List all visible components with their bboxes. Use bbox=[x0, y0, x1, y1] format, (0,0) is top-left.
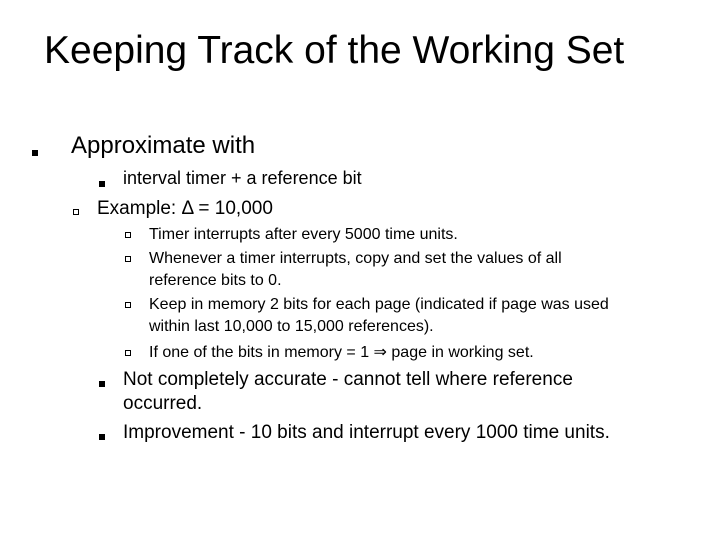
bullet-hollow-square bbox=[125, 302, 131, 308]
sub-bullet-keep-line2: within last 10,000 to 15,000 references). bbox=[149, 318, 434, 335]
sub-bullet-whenever-line1: Whenever a timer interrupts, copy and set the values of all bbox=[149, 250, 562, 267]
slide-title: Keeping Track of the Working Set bbox=[44, 29, 625, 72]
bullet-hollow-square bbox=[125, 256, 131, 262]
bullet-not-accurate-line1: Not completely accurate - cannot tell where reference bbox=[123, 369, 573, 390]
bullet-filled-square bbox=[99, 381, 105, 387]
bullet-filled-square bbox=[99, 181, 105, 187]
sub-bullet-keep-line1: Keep in memory 2 bits for each page (indicated if page was used bbox=[149, 296, 609, 313]
sub-bullet-whenever-line2: reference bits to 0. bbox=[149, 272, 282, 289]
sub-bullet-if-one: If one of the bits in memory = 1 ⇒ page in working set. bbox=[149, 344, 534, 361]
sub-bullet-timer-interrupts: Timer interrupts after every 5000 time units. bbox=[149, 226, 458, 243]
bullet-hollow-square bbox=[125, 350, 131, 356]
bullet-filled-square bbox=[32, 150, 38, 156]
bullet-filled-square bbox=[99, 434, 105, 440]
bullet-hollow-square bbox=[73, 209, 79, 215]
bullet-approximate: Approximate with bbox=[71, 132, 256, 159]
bullet-example: Example: Δ = 10,000 bbox=[97, 198, 273, 219]
bullet-interval-timer: interval timer + a reference bit bbox=[123, 168, 362, 188]
bullet-not-accurate-line2: occurred. bbox=[123, 393, 203, 414]
bullet-hollow-square bbox=[125, 232, 131, 238]
bullet-improvement: Improvement - 10 bits and interrupt every 1000 time units. bbox=[123, 422, 610, 443]
